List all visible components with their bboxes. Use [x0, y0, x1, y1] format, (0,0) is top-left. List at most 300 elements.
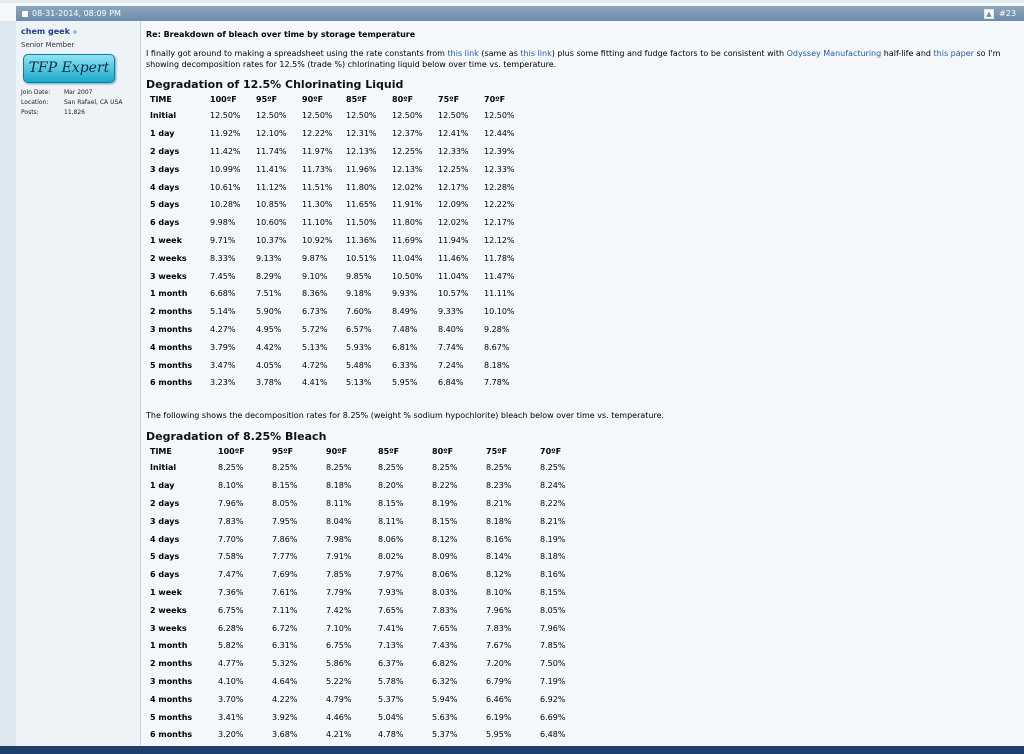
table-cell: 8.33% — [210, 253, 236, 263]
table-cell: 11.78% — [484, 253, 515, 263]
table-cell: 7.65% — [378, 605, 404, 615]
row-label: 3 months — [150, 676, 193, 686]
table-cell: 4.77% — [218, 659, 244, 669]
table-cell: 12.22% — [484, 200, 515, 210]
table-cell: 7.43% — [432, 641, 458, 651]
table-cell: 5.95% — [486, 730, 512, 740]
table-cell: 7.60% — [346, 307, 372, 317]
table-row — [146, 143, 530, 161]
row-label: 1 month — [150, 641, 188, 651]
table-cell: 3.41% — [218, 712, 244, 722]
column-header: 90ºF — [302, 94, 324, 104]
table-cell: 10.50% — [392, 271, 423, 281]
table-cell: 11.46% — [438, 253, 469, 263]
location-label: Location: — [21, 99, 49, 106]
row-label: 5 months — [150, 360, 193, 370]
table-cell: 6.75% — [218, 605, 244, 615]
offline-status-icon — [73, 30, 77, 34]
table-cell: 4.79% — [326, 694, 352, 704]
column-header: 95ºF — [256, 94, 278, 104]
table-cell: 7.36% — [218, 587, 244, 597]
table-cell: 7.20% — [486, 659, 512, 669]
row-label: 2 months — [150, 659, 193, 669]
username-text[interactable]: chem geek — [21, 27, 70, 36]
row-label: 5 days — [150, 552, 180, 562]
table-cell: 11.12% — [256, 182, 287, 192]
table-cell: 7.78% — [484, 378, 510, 388]
intro-text-2: (same as — [478, 49, 521, 58]
table-cell: 10.37% — [256, 235, 287, 245]
degradation-table-12-5 — [146, 91, 530, 392]
table-cell: 11.10% — [302, 218, 333, 228]
table-row — [146, 303, 530, 321]
table-cell: 8.67% — [484, 342, 510, 352]
table-cell: 12.13% — [346, 146, 377, 156]
table-cell: 10.61% — [210, 182, 241, 192]
table-cell: 9.93% — [392, 289, 418, 299]
table-row — [146, 160, 530, 178]
table-cell: 6.68% — [210, 289, 236, 299]
table-cell: 8.21% — [540, 516, 566, 526]
odyssey-link[interactable]: Odyssey Manufacturing — [786, 49, 882, 58]
intro-text-3: ) plus some fitting and fudge factors to be consistent with — [551, 49, 787, 58]
table-cell: 9.87% — [302, 253, 328, 263]
row-label: 6 months — [150, 730, 193, 740]
table-cell: 10.99% — [210, 164, 241, 174]
table-row — [146, 655, 586, 673]
table-cell: 3.68% — [272, 730, 298, 740]
table-cell: 7.51% — [256, 289, 282, 299]
table-cell: 10.28% — [210, 200, 241, 210]
table-cell: 12.13% — [392, 164, 423, 174]
column-header: 80ºF — [392, 94, 414, 104]
table-cell: 4.95% — [256, 324, 282, 334]
table-cell: 12.17% — [484, 218, 515, 228]
table-cell: 12.50% — [210, 111, 241, 121]
table-cell: 7.86% — [272, 534, 298, 544]
post-number-link[interactable]: #23 — [999, 9, 1016, 18]
table-cell: 6.73% — [302, 307, 328, 317]
table-cell: 6.84% — [438, 378, 464, 388]
table-cell: 11.04% — [438, 271, 469, 281]
location-row — [21, 98, 123, 108]
table-cell: 4.42% — [256, 342, 282, 352]
table-cell: 6.28% — [218, 623, 244, 633]
table-cell: 3.78% — [256, 378, 282, 388]
user-title: Senior Member — [21, 41, 75, 49]
table-row — [146, 637, 586, 655]
table-cell: 5.13% — [346, 378, 372, 388]
table-cell: 10.10% — [484, 307, 515, 317]
table-cell: 12.50% — [256, 111, 287, 121]
table-cell: 10.85% — [256, 200, 287, 210]
table-cell: 10.57% — [438, 289, 469, 299]
column-header: 85ºF — [346, 94, 368, 104]
table-cell: 6.72% — [272, 623, 298, 633]
table-cell: 11.74% — [256, 146, 287, 156]
row-label: 6 months — [150, 378, 193, 388]
table-row — [146, 321, 530, 339]
table-cell: 8.24% — [540, 481, 566, 491]
row-label: 2 months — [150, 307, 193, 317]
table-cell: 9.71% — [210, 235, 236, 245]
row-label: 1 week — [150, 587, 182, 597]
post-title: Re: Breakdown of bleach over time by storage temperature — [146, 30, 416, 39]
table-cell: 12.41% — [438, 129, 469, 139]
table-cell: 7.83% — [432, 605, 458, 615]
table-cell: 8.25% — [272, 463, 298, 473]
table-cell: 6.92% — [540, 694, 566, 704]
row-label: 3 weeks — [150, 271, 187, 281]
table-cell: 11.36% — [346, 235, 377, 245]
row-label: Initial — [150, 463, 177, 473]
table-cell: 7.50% — [540, 659, 566, 669]
table-cell: 8.02% — [378, 552, 404, 562]
table-cell: 6.69% — [540, 712, 566, 722]
table-cell: 6.79% — [486, 676, 512, 686]
table-cell: 12.10% — [256, 129, 287, 139]
table-cell: 10.92% — [302, 235, 333, 245]
table-cell: 3.20% — [218, 730, 244, 740]
table-cell: 11.65% — [346, 200, 377, 210]
table-cell: 12.50% — [438, 111, 469, 121]
table-row — [146, 495, 586, 513]
table-cell: 8.11% — [326, 498, 352, 508]
table-cell: 8.15% — [378, 498, 404, 508]
table-cell: 12.39% — [484, 146, 515, 156]
table-cell: 8.25% — [378, 463, 404, 473]
table-cell: 6.75% — [326, 641, 352, 651]
table-cell: 11.94% — [438, 235, 469, 245]
table-cell: 8.03% — [432, 587, 458, 597]
table-cell: 8.22% — [540, 498, 566, 508]
table-cell: 6.46% — [486, 694, 512, 704]
table-cell: 7.42% — [326, 605, 352, 615]
table-row — [146, 178, 530, 196]
table2-title: Degradation of 8.25% Bleach — [146, 430, 327, 443]
table-cell: 4.27% — [210, 324, 236, 334]
table-row — [146, 512, 586, 530]
table-cell: 12.44% — [484, 129, 515, 139]
column-header: 100ºF — [218, 446, 245, 456]
table-cell: 3.70% — [218, 694, 244, 704]
table-cell: 8.25% — [432, 463, 458, 473]
left-margin — [0, 21, 16, 754]
table-cell: 12.17% — [438, 182, 469, 192]
join-date-row — [21, 88, 123, 98]
table-row — [146, 530, 586, 548]
table-cell: 5.04% — [378, 712, 404, 722]
table-cell: 8.25% — [540, 463, 566, 473]
table-cell: 5.94% — [432, 694, 458, 704]
table-cell: 5.63% — [432, 712, 458, 722]
table-cell: 8.49% — [392, 307, 418, 317]
table-cell: 8.12% — [432, 534, 458, 544]
table-cell: 6.33% — [392, 360, 418, 370]
table-cell: 12.09% — [438, 200, 469, 210]
post-header-bar — [16, 6, 1024, 21]
table-cell: 12.50% — [484, 111, 515, 121]
table-cell: 7.96% — [486, 605, 512, 615]
table-cell: 7.10% — [326, 623, 352, 633]
table-cell: 12.25% — [392, 146, 423, 156]
table-cell: 8.14% — [486, 552, 512, 562]
table-cell: 7.98% — [326, 534, 352, 544]
column-header: 75ºF — [486, 446, 508, 456]
row-label: 4 months — [150, 694, 193, 704]
table-header-row — [146, 443, 586, 459]
table-cell: 8.19% — [540, 534, 566, 544]
table-cell: 12.22% — [302, 129, 333, 139]
table-cell: 12.02% — [392, 182, 423, 192]
top-strip — [0, 0, 1024, 3]
table-cell: 5.95% — [392, 378, 418, 388]
table-cell: 7.24% — [438, 360, 464, 370]
table-row — [146, 619, 586, 637]
middle-note: The following shows the decomposition rates for 8.25% (weight % sodium hypochlorite) bleach below over time vs. temperature. — [146, 411, 665, 420]
table-row — [146, 726, 586, 744]
table-cell: 4.72% — [302, 360, 328, 370]
table-cell: 8.06% — [432, 570, 458, 580]
row-label: 3 days — [150, 516, 180, 526]
paper-link[interactable]: this paper — [933, 49, 974, 58]
table-cell: 7.45% — [210, 271, 236, 281]
table-cell: 7.97% — [378, 570, 404, 580]
table-cell: 6.48% — [540, 730, 566, 740]
table-cell: 8.29% — [256, 271, 282, 281]
table-cell: 8.18% — [486, 516, 512, 526]
table-row — [146, 356, 530, 374]
table-cell: 12.33% — [438, 146, 469, 156]
table-row — [146, 459, 586, 477]
table-cell: 11.80% — [392, 218, 423, 228]
table-row — [146, 708, 586, 726]
row-label: 1 day — [150, 129, 175, 139]
table-row — [146, 107, 530, 125]
table-cell: 7.74% — [438, 342, 464, 352]
table-cell: 5.32% — [272, 659, 298, 669]
rate-constants-link[interactable]: this link — [447, 49, 479, 58]
table-cell: 11.41% — [256, 164, 287, 174]
posts-row — [21, 108, 123, 118]
table-cell: 4.46% — [326, 712, 352, 722]
table-cell: 7.13% — [378, 641, 404, 651]
column-header: 70ºF — [484, 94, 506, 104]
table-row — [146, 690, 586, 708]
table-cell: 8.22% — [432, 481, 458, 491]
row-label: 2 weeks — [150, 605, 187, 615]
table-cell: 12.37% — [392, 129, 423, 139]
row-label: 6 days — [150, 218, 180, 228]
column-header: 95ºF — [272, 446, 294, 456]
table-cell: 7.48% — [392, 324, 418, 334]
table-cell: 8.18% — [484, 360, 510, 370]
username[interactable] — [21, 27, 77, 36]
row-label: 4 days — [150, 534, 180, 544]
table-cell: 7.47% — [218, 570, 244, 580]
table-cell: 9.98% — [210, 218, 236, 228]
table-cell: 7.11% — [272, 605, 298, 615]
table-cell: 7.41% — [378, 623, 404, 633]
table-cell: 8.12% — [486, 570, 512, 580]
table-cell: 7.93% — [378, 587, 404, 597]
table-cell: 11.04% — [392, 253, 423, 263]
table-cell: 10.51% — [346, 253, 377, 263]
table-cell: 7.19% — [540, 676, 566, 686]
table-cell: 5.48% — [346, 360, 372, 370]
table-cell: 8.18% — [540, 552, 566, 562]
degradation-table-8-25 — [146, 443, 586, 744]
table-cell: 5.14% — [210, 307, 236, 317]
table-cell: 8.36% — [302, 289, 328, 299]
table-cell: 8.16% — [540, 570, 566, 580]
table-cell: 5.72% — [302, 324, 328, 334]
location-value: San Rafael, CA USA — [64, 99, 123, 106]
table-cell: 8.06% — [378, 534, 404, 544]
row-label: 2 days — [150, 146, 180, 156]
table-cell: 5.37% — [378, 694, 404, 704]
table-cell: 7.70% — [218, 534, 244, 544]
table-cell: 8.25% — [486, 463, 512, 473]
table-cell: 4.05% — [256, 360, 282, 370]
table-cell: 11.69% — [392, 235, 423, 245]
table-row — [146, 267, 530, 285]
posts-label: Posts: — [21, 109, 39, 116]
table-cell: 4.10% — [218, 676, 244, 686]
column-header: 90ºF — [326, 446, 348, 456]
table-cell: 7.85% — [540, 641, 566, 651]
table-cell: 12.50% — [302, 111, 333, 121]
row-label: 4 months — [150, 342, 193, 352]
table-cell: 12.50% — [346, 111, 377, 121]
row-label: 2 days — [150, 498, 180, 508]
table-cell: 4.78% — [378, 730, 404, 740]
table-cell: 6.81% — [392, 342, 418, 352]
table-cell: 8.18% — [326, 481, 352, 491]
table-cell: 6.19% — [486, 712, 512, 722]
table-cell: 4.21% — [326, 730, 352, 740]
table-cell: 8.15% — [272, 481, 298, 491]
table-cell: 8.40% — [438, 324, 464, 334]
table-row — [146, 548, 586, 566]
table-row — [146, 601, 586, 619]
table-cell: 8.10% — [218, 481, 244, 491]
table-cell: 8.04% — [326, 516, 352, 526]
post-icon — [22, 11, 28, 17]
table-cell: 8.05% — [272, 498, 298, 508]
footer-bar — [0, 746, 1024, 754]
same-as-link[interactable]: this link — [520, 49, 552, 58]
row-label: 3 weeks — [150, 623, 187, 633]
table-cell: 8.05% — [540, 605, 566, 615]
column-header: TIME — [150, 94, 172, 104]
intro-text-4: half-life and — [881, 49, 934, 58]
row-label: 2 weeks — [150, 253, 187, 263]
table-row — [146, 249, 530, 267]
table-cell: 12.12% — [484, 235, 515, 245]
table-cell: 11.30% — [302, 200, 333, 210]
table-cell: 10.60% — [256, 218, 287, 228]
join-date-value: Mar 2007 — [64, 89, 93, 96]
tfp-expert-badge: TFP Expert — [23, 54, 115, 83]
table-cell: 9.10% — [302, 271, 328, 281]
table-cell: 7.85% — [326, 570, 352, 580]
table-cell: 5.93% — [346, 342, 372, 352]
table-row — [146, 285, 530, 303]
table-header-row — [146, 91, 530, 107]
table-cell: 8.10% — [486, 587, 512, 597]
table-cell: 8.25% — [326, 463, 352, 473]
row-label: 1 day — [150, 481, 175, 491]
table-cell: 5.78% — [378, 676, 404, 686]
intro-text-5: so I'm showing decomposition rates for 12.5% (trade %) chlorinating liquid below over time vs. temperature. — [146, 49, 1001, 69]
column-header: TIME — [150, 446, 172, 456]
join-date-label: Join Date: — [21, 89, 51, 96]
post-date: 08-31-2014, 08:09 PM — [32, 9, 121, 18]
column-header: 80ºF — [432, 446, 454, 456]
row-label: 6 days — [150, 570, 180, 580]
table-cell: 6.32% — [432, 676, 458, 686]
row-label: 3 days — [150, 164, 180, 174]
table-cell: 11.97% — [302, 146, 333, 156]
row-label: 5 days — [150, 200, 180, 210]
table-cell: 9.85% — [346, 271, 372, 281]
column-header: 100ºF — [210, 94, 237, 104]
table-row — [146, 584, 586, 602]
table-cell: 6.37% — [378, 659, 404, 669]
table-cell: 9.18% — [346, 289, 372, 299]
table-row — [146, 125, 530, 143]
table-cell: 6.82% — [432, 659, 458, 669]
table-cell: 7.83% — [218, 516, 244, 526]
table-cell: 7.79% — [326, 587, 352, 597]
table-cell: 8.11% — [378, 516, 404, 526]
table-cell: 7.61% — [272, 587, 298, 597]
table-cell: 8.15% — [540, 587, 566, 597]
column-header: 85ºF — [378, 446, 400, 456]
table-cell: 7.65% — [432, 623, 458, 633]
user-stats — [21, 88, 123, 118]
column-header: 75ºF — [438, 94, 460, 104]
scroll-up-icon[interactable]: ▲ — [984, 9, 994, 19]
table-cell: 11.50% — [346, 218, 377, 228]
table-cell: 7.96% — [218, 498, 244, 508]
table-cell: 11.91% — [392, 200, 423, 210]
table-cell: 8.23% — [486, 481, 512, 491]
row-label: Initial — [150, 111, 177, 121]
table-cell: 8.15% — [432, 516, 458, 526]
table-row — [146, 214, 530, 232]
table-cell: 11.80% — [346, 182, 377, 192]
table-cell: 6.57% — [346, 324, 372, 334]
table-cell: 5.86% — [326, 659, 352, 669]
table-cell: 7.83% — [486, 623, 512, 633]
table-cell: 11.42% — [210, 146, 241, 156]
table-cell: 5.13% — [302, 342, 328, 352]
row-label: 3 months — [150, 324, 193, 334]
table-row — [146, 196, 530, 214]
table-cell: 3.79% — [210, 342, 236, 352]
table-cell: 12.25% — [438, 164, 469, 174]
table-cell: 8.21% — [486, 498, 512, 508]
row-label: 4 days — [150, 182, 180, 192]
row-label: 1 week — [150, 235, 182, 245]
table-row — [146, 477, 586, 495]
table-cell: 8.19% — [432, 498, 458, 508]
table-cell: 5.82% — [218, 641, 244, 651]
table-row — [146, 673, 586, 691]
table-cell: 7.69% — [272, 570, 298, 580]
